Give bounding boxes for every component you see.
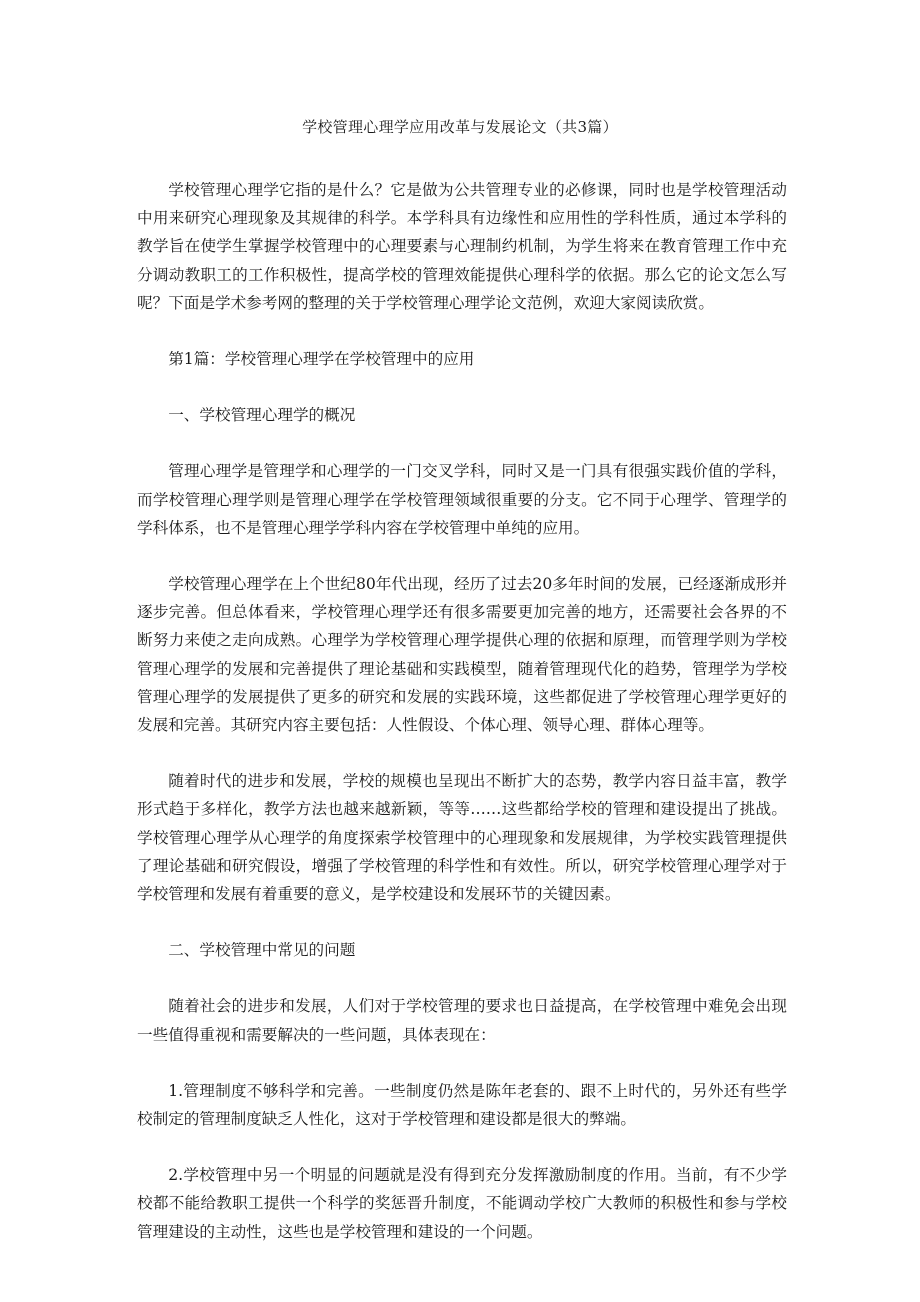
section2-list-item-2: 2.学校管理中另一个明显的问题就是没有得到充分发挥激励制度的作用。当前，有不少学校都不能给教职工提供一个科学的奖惩晋升制度，不能调动学校广大教师的积极性和参与学校管理建设的主动性，这些也是学校管理和建设的一个问题。: [137, 1166, 787, 1241]
section2-paragraph-1: 随着社会的进步和发展，人们对于学校管理的要求也日益提高，在学校管理中难免会出现一些值得重视和需要解决的一些问题，具体表现在：: [137, 997, 787, 1044]
intro-paragraph: 学校管理心理学它指的是什么？它是做为公共管理专业的必修课，同时也是学校管理活动中用来研究心理现象及其规律的科学。本学科具有边缘性和应用性的学科性质，通过本学科的教学旨在使学生掌握学校管理中的心理要素与心理制约机制，为学生将来在教育管理工作中充分调动教职工的工作积极性，提高学校的管理效能提供心理科学的依据。那么它的论文怎么写呢？下面是学术参考网的整理的关于学校管理心理学论文范例，欢迎大家阅读欣赏。: [137, 181, 787, 312]
section-heading-1: 一、学校管理心理学的概况: [168, 406, 356, 425]
document-body: [137, 176, 787, 1274]
document-title: 学校管理心理学应用改革与发展论文（共3篇）: [302, 118, 618, 136]
section1-paragraph-2: 学校管理心理学在上个世纪80年代出现，经历了过去20多年时间的发展，已经逐渐成形并逐步完善。但总体看来，学校管理心理学还有很多需要更加完善的地方，还需要社会各界的不断努力来使之走向成熟。心理学为学校管理心理学提供心理的依据和原理，而管理学则为学校管理心理学的发展和完善提供了理论基础和实践模型，随着管理现代化的趋势，管理学为学校管理心理学的发展提供了更多的研究和发展的实践环境，这些都促进了学校管理心理学更好的发展和完善。其研究内容主要包括：人性假设、个体心理、领导心理、群体心理等。: [137, 575, 787, 735]
article-heading: 第1篇：学校管理心理学在学校管理中的应用: [168, 350, 475, 369]
section2-list-item-1: 1.管理制度不够科学和完善。一些制度仍然是陈年老套的、跟不上时代的，另外还有些学校制定的管理制度缺乏人性化，这对于学校管理和建设都是很大的弊端。: [137, 1081, 787, 1129]
section1-paragraph-3: 随着时代的进步和发展，学校的规模也呈现出不断扩大的态势，教学内容日益丰富，教学形式趋于多样化，教学方法也越来越新颖，等等……这些都给学校的管理和建设提出了挑战。学校管理心理学从心理学的角度探索学校管理中的心理现象和发展规律，为学校实践管理提供了理论基础和研究假设，增强了学校管理的科学性和有效性。所以，研究学校管理心理学对于学校管理和发展有着重要的意义，是学校建设和发展环节的关键因素。: [137, 772, 787, 904]
section1-paragraph-1: 管理心理学是管理学和心理学的一门交叉学科，同时又是一门具有很强实践价值的学科，而学校管理心理学则是管理心理学在学校管理领域很重要的分支。它不同于心理学、管理学的学科体系，也不是管理心理学学科内容在学校管理中单纯的应用。: [137, 462, 787, 537]
section-heading-2: 二、学校管理中常见的问题: [168, 941, 356, 960]
